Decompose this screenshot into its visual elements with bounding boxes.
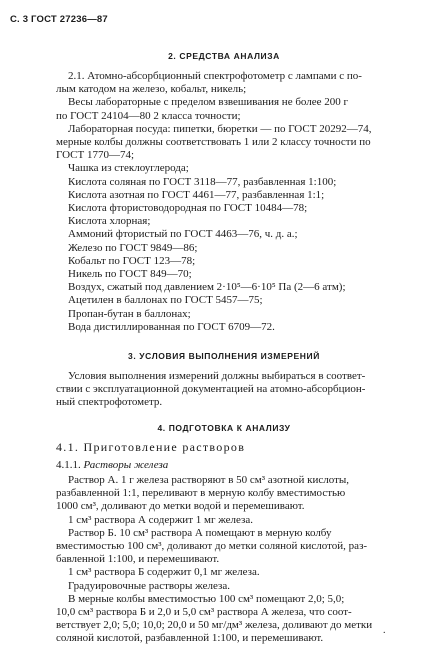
- text-line: ГОСТ 1770—74;: [56, 149, 135, 162]
- text-line: бавленной 1:100, и перемешивают.: [56, 553, 220, 566]
- section-3-body: [56, 370, 416, 410]
- text-line: Ацетилен в баллонах по ГОСТ 5457—75;: [68, 294, 263, 307]
- text-line: Лабораторная посуда: пипетки, бюретки — по ГОСТ 20292—74,: [68, 122, 372, 135]
- text-line: Вода дистиллированная по ГОСТ 6709—72.: [68, 320, 275, 333]
- footer-mark: .: [383, 625, 386, 636]
- text-line: Кислота хлорная;: [68, 215, 151, 228]
- text-line: ствии с эксплуатационной документацией на атомно-абсорбцион-: [56, 383, 366, 396]
- text-line: Железо по ГОСТ 9849—86;: [68, 241, 198, 254]
- text-line: Аммоний фтористый по ГОСТ 4463—76, ч. д. а.;: [68, 228, 298, 241]
- item-number: 4.1.1.: [56, 459, 81, 471]
- text-line: 1 см³ раствора А содержит 1 мг железа.: [68, 513, 254, 526]
- text-line: вместимостью 100 см³, доливают до метки соляной кислотой, раз-: [56, 540, 368, 553]
- text-line: Градуировочные растворы железа.: [68, 579, 230, 592]
- item-4-1-1-title: Растворы железа: [83, 459, 169, 471]
- text-line: 2.1. Атомно-абсорбционный спектрофотометр с лампами с по-: [68, 70, 362, 82]
- text-line: разбавленной 1:1, переливают в мерную колбу вместимостью: [56, 487, 346, 500]
- text-line: Весы лабораторные с пределом взвешивания не более 200 г: [68, 96, 349, 109]
- text-line: мерные колбы должны соответствовать 1 или 2 классу точности по: [56, 136, 371, 149]
- text-line: по ГОСТ 24104—80 2 класса точности;: [56, 109, 241, 122]
- text-line: Чашка из стеклоуглерода;: [68, 162, 189, 175]
- text-line: Условия выполнения измерений должны выбираться в соответ-: [68, 370, 366, 382]
- text-line: ный спектрофотометр.: [56, 396, 163, 409]
- section-2-body: [56, 70, 416, 334]
- text-line: Кислота азотная по ГОСТ 4461—77, разбавленная 1:1;: [68, 188, 325, 201]
- running-head: С. 3 ГОСТ 27236—87: [10, 14, 108, 25]
- section-4-title: 4. ПОДГОТОВКА К АНАЛИЗУ: [157, 423, 291, 433]
- text-line: лым катодом на железо, кобальт, никель;: [56, 83, 247, 96]
- text-line: Пропан-бутан в баллонах;: [68, 307, 191, 320]
- text-line: ветствует 2,0; 5,0; 10,0; 20,0 и 50 мг/дм³ железа, доливают до метки: [56, 619, 373, 632]
- text-line: Раствор А. 1 г железа растворяют в 50 см³ азотной кислоты,: [68, 474, 350, 486]
- text-line: Никель по ГОСТ 849—70;: [68, 268, 192, 281]
- text-line: 1 см³ раствора Б содержит 0,1 мг железа.: [68, 566, 260, 579]
- section-3-title: 3. УСЛОВИЯ ВЫПОЛНЕНИЯ ИЗМЕРЕНИЙ: [128, 351, 320, 361]
- text-line: Кислота соляная по ГОСТ 3118—77, разбавленная 1:100;: [68, 175, 337, 188]
- text-line: Кобальт по ГОСТ 123—78;: [68, 254, 196, 267]
- text-line: соляной кислотой, разбавленной 1:100, и перемешивают.: [56, 632, 324, 645]
- text-line: 10,0 см³ раствора Б и 2,0 и 5,0 см³ раствора А железа, что соот-: [56, 606, 352, 619]
- text-line: Кислота фтористоводородная по ГОСТ 10484—78;: [68, 202, 308, 215]
- text-line: 1000 см³, доливают до метки водой и перемешивают.: [56, 500, 305, 513]
- text-line: Раствор Б. 10 см³ раствора А помещают в мерную колбу: [68, 526, 332, 539]
- section-2-title: 2. СРЕДСТВА АНАЛИЗА: [168, 51, 280, 61]
- section-4-body: [56, 474, 416, 646]
- item-4-1-1: [56, 459, 416, 472]
- text-line: В мерные колбы вместимостью 100 см³ помещают 2,0; 5,0;: [68, 592, 345, 605]
- item-4-1: 4.1. Приготовление растворов: [56, 440, 246, 454]
- text-line: Воздух, сжатый под давлением 2·10⁵—6·10⁵ Па (2—6 атм);: [68, 281, 346, 294]
